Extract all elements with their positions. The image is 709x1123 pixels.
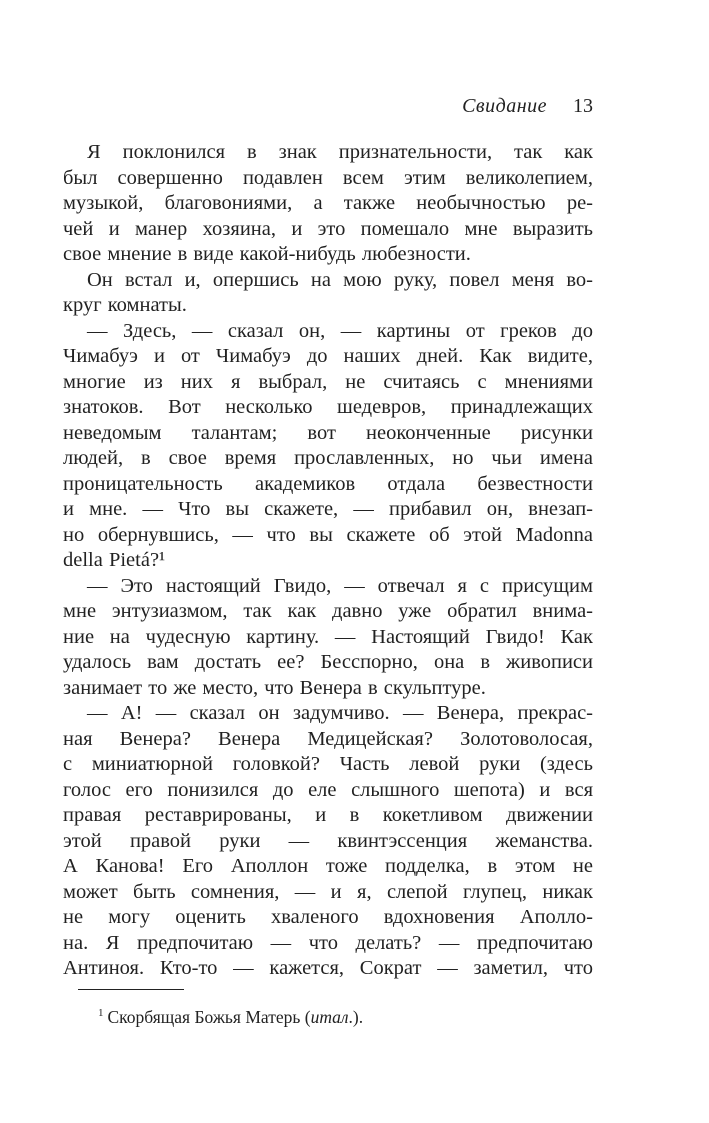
- text-line: Чимабуэ и от Чимабуэ до наших дней. Как видите,: [63, 345, 593, 367]
- paragraph: [63, 140, 593, 268]
- text-line: неведомым талантам; вот неоконченные рисунки: [63, 421, 593, 444]
- footnote-text-end: .).: [348, 1006, 364, 1027]
- text-line: многие из них я выбрал, не считаясь с мнениями: [63, 370, 593, 393]
- text-line: Я поклонился в знак признательности, так как: [87, 141, 593, 163]
- text-line: ние на чудесную картину. — Настоящий Гвидо! Как: [63, 625, 593, 648]
- text-line: мне энтузиазмом, так как давно уже обратил внима-: [63, 600, 593, 622]
- footnote-separator: [78, 989, 184, 990]
- text-line: людей, в свое время прославленных, но чьи имена: [63, 447, 593, 469]
- footnote-text: Скорбящая Божья Матерь (: [107, 1006, 311, 1027]
- text-line: может быть сомнения, — и я, слепой глупец, никак: [63, 880, 593, 903]
- text-line: А Канова! Его Аполлон тоже подделка, в этом не: [63, 855, 593, 877]
- text-line: музыкой, благовониями, а также необычностью ре-: [63, 192, 593, 214]
- header-chapter-title: Свидание: [462, 95, 547, 117]
- paragraph: [63, 319, 593, 574]
- text-line: не могу оценить хваленого вдохновения Аполло-: [63, 906, 593, 928]
- text-line: свое мнение в виде какой-нибудь любезности.: [63, 243, 471, 265]
- paragraph: [63, 268, 593, 319]
- text-line: круг комнаты.: [63, 294, 187, 316]
- text-line: голос его понизился до еле слышного шепота) и вся: [63, 778, 593, 801]
- text-line: этой правой руки — квинтэссенция жеманства.: [63, 829, 593, 852]
- text-line: и мне. — Что вы скажете, — прибавил он, внезап-: [63, 498, 593, 520]
- text-line: проницательность академиков отдала безвестности: [63, 472, 593, 495]
- text-line: Он встал и, опершись на мою руку, повел меня во-: [87, 268, 593, 291]
- running-header: [63, 94, 593, 118]
- text-line: della Pietá?¹: [63, 549, 166, 571]
- text-line: был совершенно подавлен всем этим великолепием,: [63, 166, 593, 189]
- paragraph: [63, 701, 593, 982]
- paragraph: [63, 574, 593, 702]
- header-page-number: 13: [573, 95, 593, 117]
- footnote-italic-text: итал: [310, 1006, 349, 1027]
- text-line: — Здесь, — сказал он, — картины от греков до: [87, 319, 593, 342]
- text-line: правая реставрированы, и в кокетливом движении: [63, 804, 593, 826]
- text-line: удалось вам достать ее? Бесспорно, она в живописи: [63, 651, 593, 673]
- text-line: но обернувшись, — что вы скажете об этой Madonna: [63, 523, 593, 546]
- text-line: на. Я предпочитаю — что делать? — предпочитаю: [63, 931, 593, 954]
- footnote: [63, 1002, 628, 1028]
- text-line: — А! — сказал он задумчиво. — Венера, прекрас-: [87, 702, 593, 724]
- text-line: ная Венера? Венера Медицейская? Золотоволосая,: [63, 727, 593, 750]
- text-line: чей и манер хозяина, и это помешало мне выразить: [63, 217, 593, 240]
- text-line: Антиноя. Кто-то — кажется, Сократ — заметил, что: [63, 957, 593, 979]
- text-line: — Это настоящий Гвидо, — отвечал я с присущим: [87, 574, 593, 597]
- text-line: знатоков. Вот несколько шедевров, принадлежащих: [63, 396, 593, 418]
- footnote-marker: 1: [98, 1007, 104, 1019]
- text-body: [63, 140, 593, 982]
- text-line: занимает то же место, что Венера в скульптуре.: [63, 676, 486, 699]
- text-line: с миниатюрной головкой? Часть левой руки (здесь: [63, 753, 593, 775]
